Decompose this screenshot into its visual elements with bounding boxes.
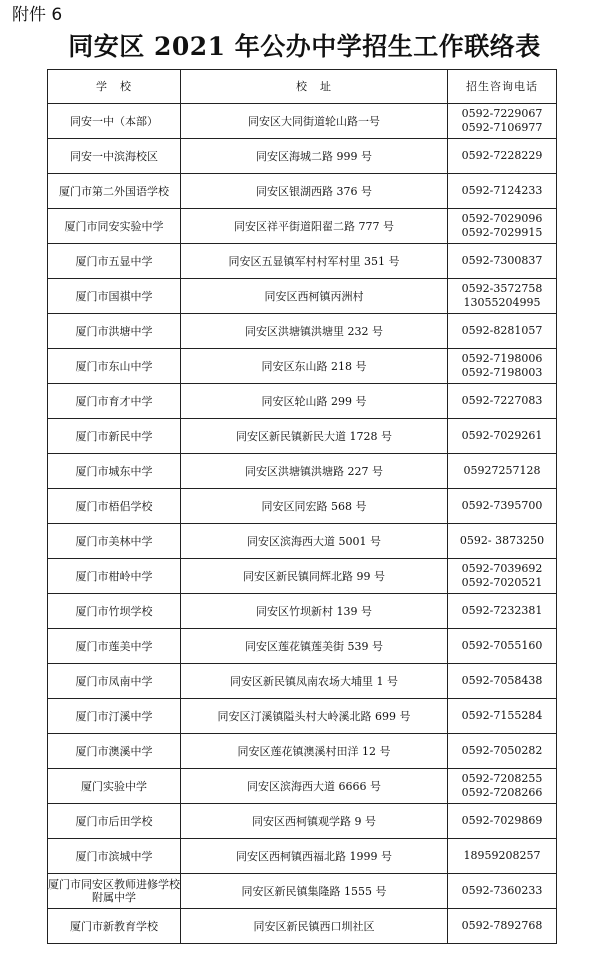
table-row — [48, 104, 557, 139]
school-address-cell: 同安区莲花镇莲美街 539 号 — [181, 629, 448, 664]
school-address-cell: 同安区轮山路 299 号 — [181, 384, 448, 419]
phone-cell — [448, 874, 557, 909]
phone-number: 0592-7058438 — [461, 674, 543, 687]
school-address-cell: 同安区同宏路 568 号 — [181, 489, 448, 524]
school-address-cell: 同安区西柯镇西福北路 1999 号 — [181, 839, 448, 874]
table-row — [48, 909, 557, 944]
phone-number: 0592-7029915 — [461, 226, 543, 239]
school-address-cell: 同安区莲花镇澳溪村田洋 12 号 — [181, 734, 448, 769]
table-row — [48, 454, 557, 489]
table-row — [48, 209, 557, 244]
school-name-cell: 厦门实验中学 — [48, 769, 181, 804]
phone-number: 0592- 3873250 — [459, 534, 545, 547]
phone-cell — [448, 174, 557, 209]
phone-cell — [448, 559, 557, 594]
phone-number: 0592-7232381 — [461, 604, 543, 617]
phone-number: 13055204995 — [463, 296, 541, 309]
phone-cell — [448, 419, 557, 454]
school-address-cell: 同安区新民镇同辉北路 99 号 — [181, 559, 448, 594]
table-row — [48, 734, 557, 769]
table-row — [48, 769, 557, 804]
phone-number: 0592-7892768 — [461, 919, 543, 932]
header-phone: 招生咨询电话 — [448, 70, 557, 104]
table-row — [48, 384, 557, 419]
table-row — [48, 664, 557, 699]
phone-cell — [448, 454, 557, 489]
phone-cell — [448, 244, 557, 279]
phone-number: 0592-7395700 — [461, 499, 543, 512]
phone-cell — [448, 699, 557, 734]
school-name-cell: 厦门市五显中学 — [48, 244, 181, 279]
school-address-cell: 同安区汀溪镇隘头村大岭溪北路 699 号 — [181, 699, 448, 734]
table-row — [48, 349, 557, 384]
phone-number: 18959208257 — [463, 849, 541, 862]
phone-cell — [448, 279, 557, 314]
school-name-cell: 厦门市第二外国语学校 — [48, 174, 181, 209]
phone-number: 0592-7106977 — [461, 121, 543, 134]
phone-cell — [448, 349, 557, 384]
school-address-cell: 同安区新民镇凤南农场大埔里 1 号 — [181, 664, 448, 699]
phone-number: 0592-7229067 — [461, 107, 543, 120]
table-row — [48, 139, 557, 174]
phone-cell — [448, 909, 557, 944]
phone-number: 0592-7198003 — [461, 366, 543, 379]
phone-number: 0592-7155284 — [461, 709, 543, 722]
header-address: 校 址 — [181, 70, 448, 104]
school-name-cell: 同安一中滨海校区 — [48, 139, 181, 174]
school-name-cell: 厦门市澳溪中学 — [48, 734, 181, 769]
phone-cell — [448, 314, 557, 349]
school-name-cell: 同安一中（本部） — [48, 104, 181, 139]
school-name-cell: 厦门市汀溪中学 — [48, 699, 181, 734]
school-name-cell: 厦门市育才中学 — [48, 384, 181, 419]
table-row — [48, 419, 557, 454]
phone-number: 0592-8281057 — [461, 324, 543, 337]
table-row — [48, 174, 557, 209]
phone-number: 0592-7227083 — [461, 394, 543, 407]
header-school: 学 校 — [48, 70, 181, 104]
phone-number: 0592-7020521 — [461, 576, 543, 589]
table-row — [48, 594, 557, 629]
contact-table — [47, 69, 557, 944]
school-address-cell: 同安区大同街道轮山路一号 — [181, 104, 448, 139]
phone-cell — [448, 139, 557, 174]
school-address-cell: 同安区西柯镇观学路 9 号 — [181, 804, 448, 839]
phone-number: 0592-7360233 — [461, 884, 543, 897]
school-address-cell: 同安区海城二路 999 号 — [181, 139, 448, 174]
school-name-cell: 厦门市美林中学 — [48, 524, 181, 559]
school-name-cell: 厦门市同安区教师进修学校附属中学 — [48, 874, 181, 909]
annex-label: 附件 6 — [12, 5, 63, 25]
table-row — [48, 874, 557, 909]
school-address-cell: 同安区银湖西路 376 号 — [181, 174, 448, 209]
school-address-cell: 同安区滨海西大道 5001 号 — [181, 524, 448, 559]
school-name-cell: 厦门市梧侣学校 — [48, 489, 181, 524]
table-header-row — [48, 70, 557, 104]
school-name-cell: 厦门市城东中学 — [48, 454, 181, 489]
school-name-cell: 厦门市国祺中学 — [48, 279, 181, 314]
school-address-cell: 同安区滨海西大道 6666 号 — [181, 769, 448, 804]
school-address-cell: 同安区新民镇新民大道 1728 号 — [181, 419, 448, 454]
school-address-cell: 同安区新民镇西口圳社区 — [181, 909, 448, 944]
phone-cell — [448, 804, 557, 839]
school-name-cell: 厦门市滨城中学 — [48, 839, 181, 874]
phone-cell — [448, 734, 557, 769]
school-address-cell: 同安区洪塘镇洪塘路 227 号 — [181, 454, 448, 489]
table-row — [48, 524, 557, 559]
phone-cell — [448, 839, 557, 874]
phone-number: 05927257128 — [463, 464, 541, 477]
school-name-cell: 厦门市东山中学 — [48, 349, 181, 384]
phone-number: 0592-7198006 — [461, 352, 543, 365]
table-row — [48, 559, 557, 594]
school-name-cell: 厦门市凤南中学 — [48, 664, 181, 699]
document-title: 同安区 2021 年公办中学招生工作联络表 — [68, 32, 541, 61]
phone-cell — [448, 489, 557, 524]
table-row — [48, 699, 557, 734]
phone-cell — [448, 104, 557, 139]
school-address-cell: 同安区洪塘镇洪塘里 232 号 — [181, 314, 448, 349]
school-address-cell: 同安区五显镇军村村军村里 351 号 — [181, 244, 448, 279]
school-address-cell: 同安区竹坝新村 139 号 — [181, 594, 448, 629]
phone-number: 0592-7029096 — [461, 212, 543, 225]
school-name-cell: 厦门市新民中学 — [48, 419, 181, 454]
school-name-cell: 厦门市洪塘中学 — [48, 314, 181, 349]
school-address-cell: 同安区新民镇集隆路 1555 号 — [181, 874, 448, 909]
phone-cell — [448, 384, 557, 419]
phone-number: 0592-3572758 — [461, 282, 543, 295]
table-row — [48, 244, 557, 279]
school-address-cell: 同安区祥平街道阳翟二路 777 号 — [181, 209, 448, 244]
phone-cell — [448, 629, 557, 664]
table-row — [48, 489, 557, 524]
school-name-cell: 厦门市同安实验中学 — [48, 209, 181, 244]
school-name-cell: 厦门市柑岭中学 — [48, 559, 181, 594]
school-name-cell: 厦门市后田学校 — [48, 804, 181, 839]
table-row — [48, 804, 557, 839]
phone-number: 0592-7300837 — [461, 254, 543, 267]
phone-number: 0592-7055160 — [461, 639, 543, 652]
phone-number: 0592-7208266 — [461, 786, 543, 799]
phone-number: 0592-7050282 — [461, 744, 543, 757]
school-name-cell: 厦门市莲美中学 — [48, 629, 181, 664]
table-row — [48, 279, 557, 314]
phone-cell — [448, 209, 557, 244]
phone-number: 0592-7124233 — [461, 184, 543, 197]
phone-number: 0592-7208255 — [461, 772, 543, 785]
school-address-cell: 同安区东山路 218 号 — [181, 349, 448, 384]
table-row — [48, 629, 557, 664]
phone-number: 0592-7029261 — [461, 429, 543, 442]
phone-cell — [448, 594, 557, 629]
table-row — [48, 314, 557, 349]
phone-number: 0592-7029869 — [461, 814, 543, 827]
school-name-cell: 厦门市竹坝学校 — [48, 594, 181, 629]
phone-cell — [448, 769, 557, 804]
school-name-cell: 厦门市新教育学校 — [48, 909, 181, 944]
school-address-cell: 同安区西柯镇丙洲村 — [181, 279, 448, 314]
phone-cell — [448, 524, 557, 559]
phone-number: 0592-7039692 — [461, 562, 543, 575]
phone-cell — [448, 664, 557, 699]
phone-number: 0592-7228229 — [461, 149, 543, 162]
table-row — [48, 839, 557, 874]
